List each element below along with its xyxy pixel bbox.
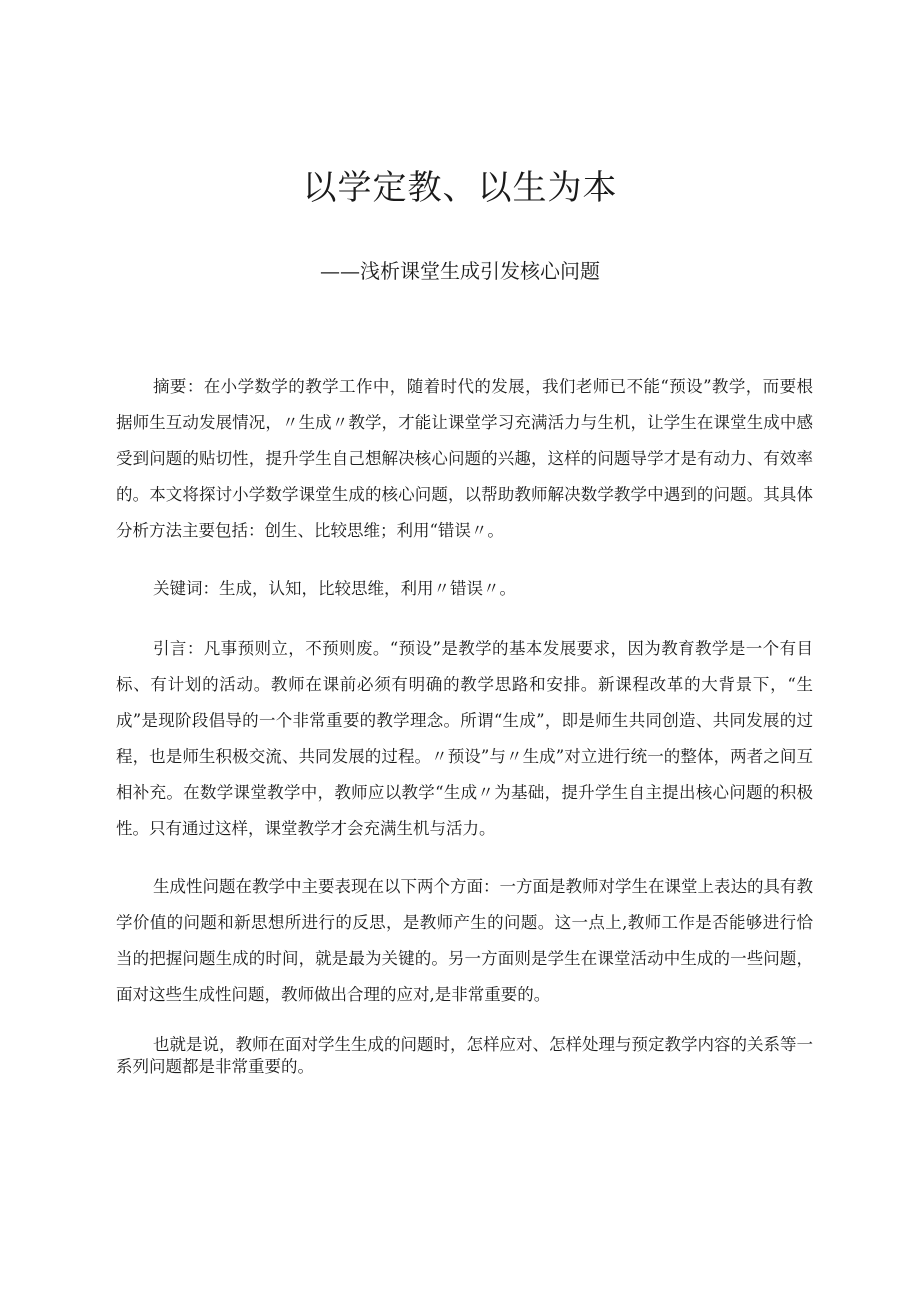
- document-subtitle: ——浅析课堂生成引发核心问题: [320, 259, 600, 283]
- abstract-paragraph: 摘要：在小学数学的教学工作中，随着时代的发展，我们老师已不能“预设”教学，而要根据师生互动发展情况，〃生成〃教学，才能让课堂学习充满活力与生机，让学生在课堂生成中感受到问题的贴切性，提升学生自己想解决核心问题的兴趣，这样的问题导学才是有动力、有效率的。本文将探讨小学数学课堂生成的核心问题，以帮助教师解决数学教学中遇到的问题。其具体分析方法主要包括：创生、比较思维；利用“错误〃。: [116, 377, 813, 540]
- keywords-paragraph: 关键词：生成，认知，比较思维，利用〃错误〃。: [153, 579, 516, 598]
- body-paragraph-closing: 也就是说，教师在面对学生生成的问题时，怎样应对、怎样处理与预定教学内容的关系等一系列问题都是非常重要的。: [116, 1035, 813, 1076]
- document-title: 以学定教、以生为本: [302, 168, 618, 208]
- introduction-paragraph: 引言：凡事预则立，不预则废。“预设”是教学的基本发展要求，因为教育教学是一个有目标、有计划的活动。教师在课前必须有明确的教学思路和安排。新课程改革的大背景下，“生成”是现阶段倡导的一个非常重要的教学理念。所谓“生成”，即是师生共同创造、共同发展的过程，也是师生积极交流、共同发展的过程。〃预设”与〃生成”对立进行统一的整体，两者之间互相补充。在数学课堂教学中，教师应以教学“生成〃为基础，提升学生自主提出核心问题的积极性。只有通过这样，课堂教学才会充满生机与活力。: [116, 639, 813, 838]
- body-paragraph: 生成性问题在教学中主要表现在以下两个方面：一方面是教师对学生在课堂上表达的具有教学价值的问题和新思想所进行的反思，是教师产生的问题。这一点上,教师工作是否能够进行恰当的把握问题生成的时间，就是最为关键的。另一方面则是学生在课堂活动中生成的一些问题，面对这些生成性问题，教师做出合理的应对,是非常重要的。: [116, 877, 813, 1004]
